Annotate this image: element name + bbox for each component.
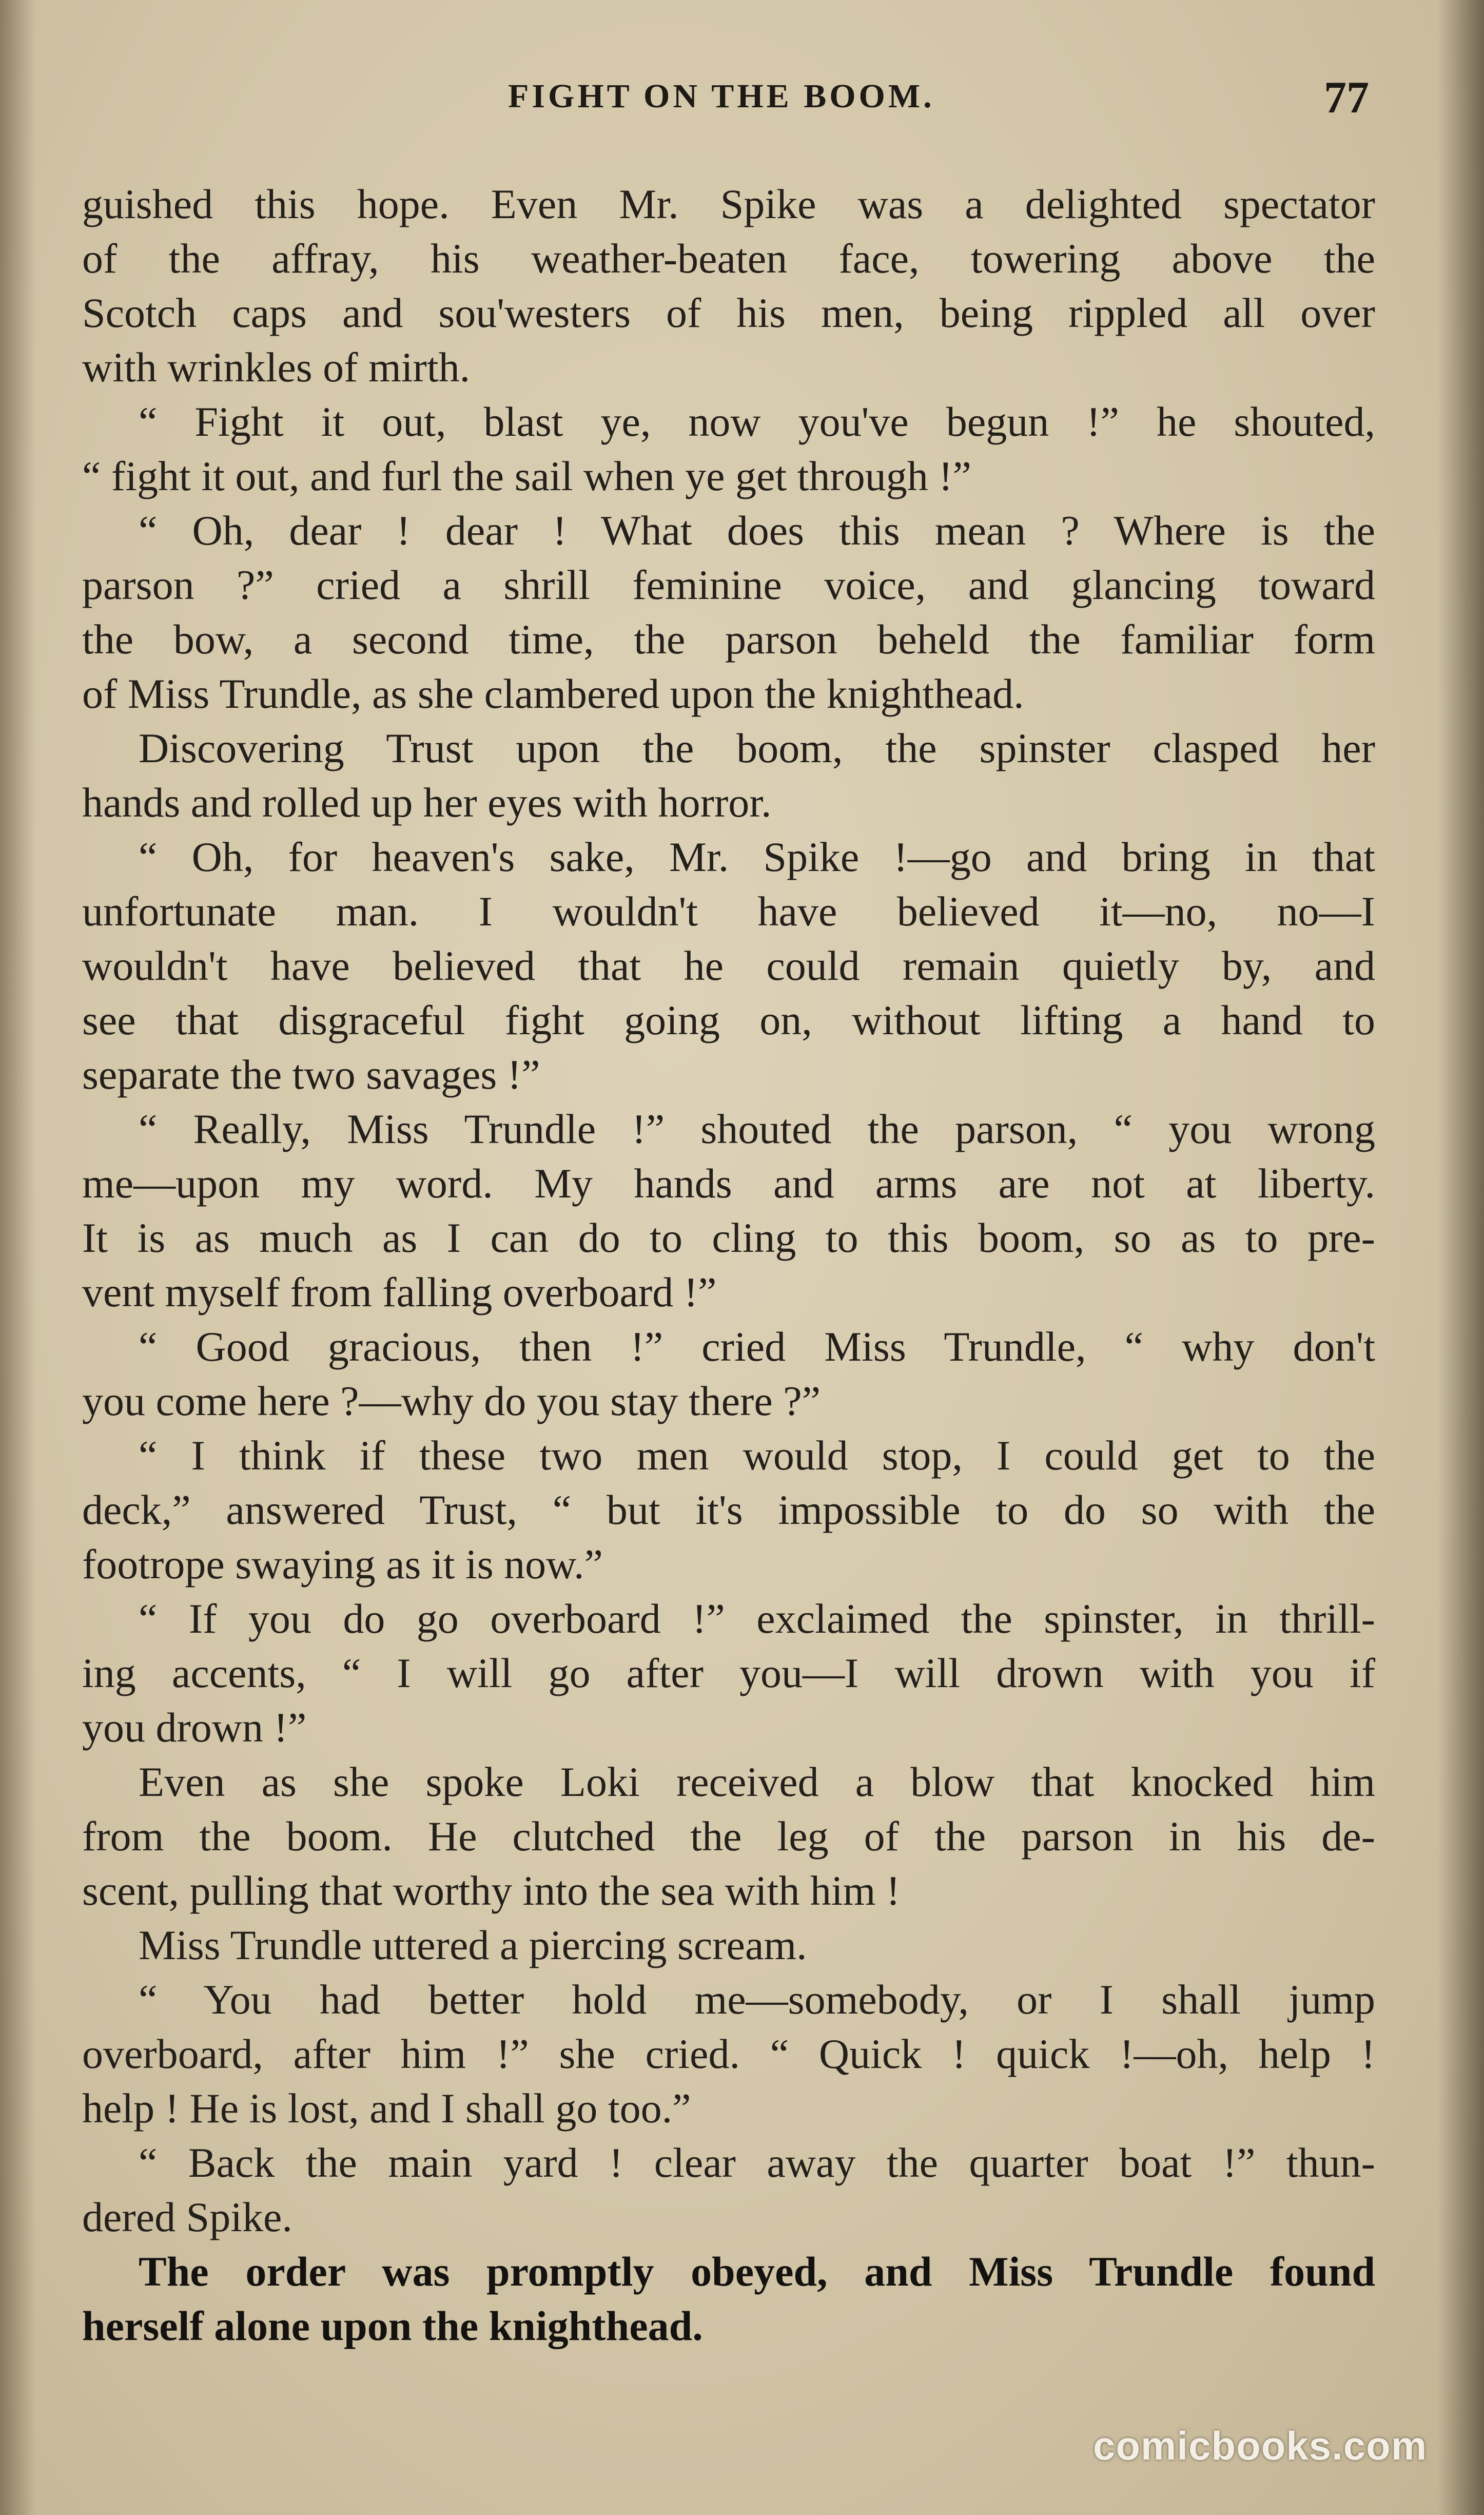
text-line: “ Fight it out, blast ye, now you've begun !” he shouted, (139, 398, 1375, 445)
watermark: comicbooks.com (1093, 2423, 1428, 2468)
text-line: The order was promptly obeyed, and Miss Trundle found (139, 2248, 1375, 2295)
text-line: of the affray, his weather-beaten face, towering above the (82, 235, 1375, 282)
page-number: 77 (1324, 73, 1369, 123)
text-line: me—upon my word. My hands and arms are not at liberty. (82, 1160, 1375, 1207)
text-line: Discovering Trust upon the boom, the spinster clasped her (139, 725, 1375, 771)
text-line: separate the two savages !” (82, 1051, 540, 1098)
text-line: “ Really, Miss Trundle !” shouted the parson, “ you wrong (139, 1106, 1375, 1152)
text-line: hands and rolled up her eyes with horror. (82, 779, 772, 826)
running-head: FIGHT ON THE BOOM. (508, 78, 935, 115)
text-line: parson ?” cried a shrill feminine voice, and glancing toward (82, 562, 1375, 608)
text-line: “ Oh, for heaven's sake, Mr. Spike !—go and bring in that (139, 834, 1375, 880)
text-line: “ Good gracious, then !” cried Miss Trundle, “ why don't (139, 1323, 1375, 1370)
text-line: from the boom. He clutched the leg of the parson in his de- (82, 1813, 1375, 1860)
text-line: “ If you do go overboard !” exclaimed the spinster, in thrill- (139, 1595, 1375, 1642)
body-text (82, 177, 1375, 2353)
text-line: Miss Trundle uttered a piercing scream. (139, 1922, 807, 1968)
text-line: you drown !” (82, 1704, 307, 1751)
text-line: you come here ?—why do you stay there ?” (82, 1378, 821, 1424)
text-line: deck,” answered Trust, “ but it's impossible to do so with the (82, 1486, 1375, 1533)
text-line: Even as she spoke Loki received a blow that knocked him (139, 1758, 1375, 1805)
text-line: see that disgraceful fight going on, without lifting a hand to (82, 997, 1375, 1043)
text-line: help ! He is lost, and I shall go too.” (82, 2085, 691, 2132)
text-line: “ Back the main yard ! clear away the quarter boat !” thun- (139, 2139, 1375, 2186)
text-line: vent myself from falling overboard !” (82, 1269, 717, 1315)
text-line: guished this hope. Even Mr. Spike was a delighted spectator (82, 181, 1375, 227)
text-line: dered Spike. (82, 2194, 292, 2240)
text-line: footrope swaying as it is now.” (82, 1541, 603, 1588)
text-line: herself alone upon the knighthead. (82, 2303, 703, 2349)
text-line: the bow, a second time, the parson beheld the familiar form (82, 616, 1375, 663)
text-line: scent, pulling that worthy into the sea with him ! (82, 1867, 901, 1914)
text-line: unfortunate man. I wouldn't have believed it—no, no—I (82, 888, 1375, 935)
text-line: Scotch caps and sou'westers of his men, being rippled all over (82, 289, 1375, 336)
text-line: of Miss Trundle, as she clambered upon the knighthead. (82, 670, 1024, 717)
text-line: It is as much as I can do to cling to this boom, so as to pre- (82, 1214, 1375, 1261)
text-line: “ Oh, dear ! dear ! What does this mean ? Where is the (139, 507, 1375, 554)
page-gutter-shadow (0, 0, 36, 2515)
text-line: with wrinkles of mirth. (82, 344, 471, 391)
page-edge-shadow (1438, 0, 1484, 2515)
text-line: wouldn't have believed that he could remain quietly by, and (82, 942, 1375, 989)
text-line: overboard, after him !” she cried. “ Quick ! quick !—oh, help ! (82, 2030, 1375, 2077)
text-line: “ You had better hold me—somebody, or I shall jump (139, 1976, 1375, 2023)
text-line: “ I think if these two men would stop, I could get to the (139, 1432, 1375, 1479)
text-line: “ fight it out, and furl the sail when ye get through !” (82, 453, 971, 499)
text-line: ing accents, “ I will go after you—I will drown with you if (82, 1650, 1375, 1696)
